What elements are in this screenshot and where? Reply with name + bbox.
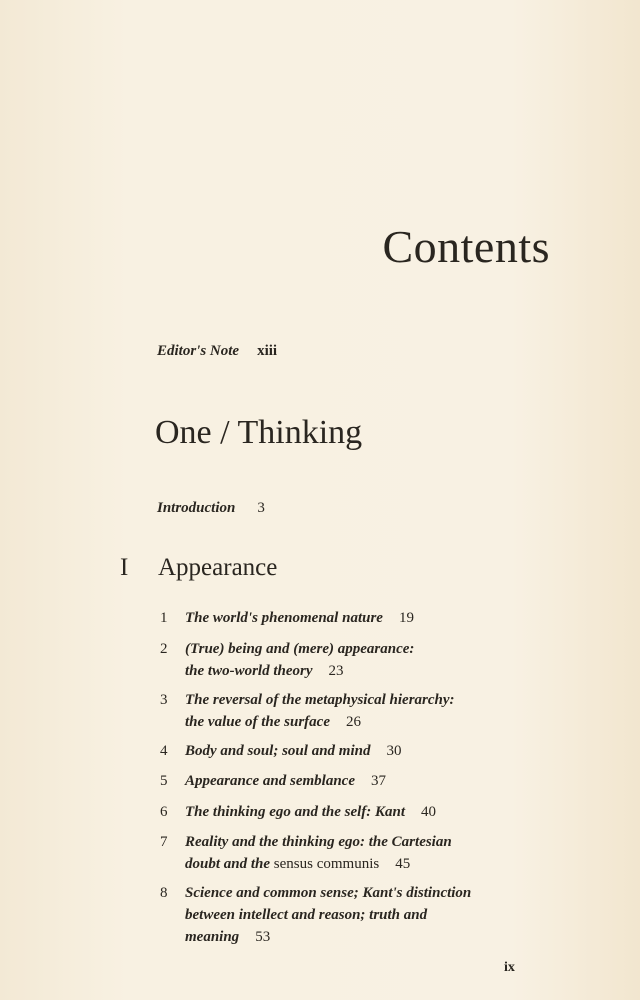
page-folio: ix <box>504 960 515 975</box>
section-page: 19 <box>398 610 414 626</box>
chapter-title: Appearance <box>158 554 278 581</box>
toc-entry-page: xiii <box>257 343 278 359</box>
section-page: 53 <box>255 929 271 945</box>
section-title <box>185 831 535 875</box>
page-title: Contents <box>382 221 550 272</box>
toc-entry-introduction <box>157 500 265 517</box>
section-page: 30 <box>386 743 402 759</box>
section-title <box>185 689 535 733</box>
section-number: 7 <box>160 834 168 850</box>
toc-entry-label: Introduction <box>157 500 236 516</box>
section-title-line: The reversal of the metaphysical hierarchy: <box>185 692 455 708</box>
section-title <box>185 638 535 682</box>
section-title <box>185 882 535 948</box>
toc-entry-page: 3 <box>257 500 265 516</box>
section-title <box>185 607 535 629</box>
section-title-line: Reality and the thinking ego: the Cartesian <box>185 834 452 850</box>
section-title <box>185 740 535 762</box>
section-title-line: the two-world theory <box>185 663 313 679</box>
part-title: One / Thinking <box>155 414 363 451</box>
section-page: 37 <box>371 773 386 789</box>
section-number: 2 <box>160 641 168 657</box>
toc-entry-label: Editor's Note <box>157 343 240 359</box>
section-title-line: doubt and the <box>185 856 271 872</box>
chapter-number: I <box>120 554 129 581</box>
section-page: 40 <box>421 804 437 820</box>
section-page: 26 <box>345 714 361 730</box>
section-title-plain: sensus communis <box>273 856 380 872</box>
section-title-line: meaning <box>185 929 240 945</box>
section-number: 8 <box>160 885 168 901</box>
section-title-line: The thinking ego and the self: Kant <box>185 804 406 820</box>
section-number: 4 <box>160 743 168 759</box>
section-title-line: the value of the surface <box>185 714 330 730</box>
section-title-line: The world's phenomenal nature <box>185 610 383 626</box>
section-title-line: Appearance and semblance <box>185 773 355 789</box>
section-number: 6 <box>160 804 168 820</box>
section-number: 5 <box>160 773 168 789</box>
section-number: 1 <box>160 610 168 626</box>
section-title-line: Body and soul; soul and mind <box>185 743 371 759</box>
section-title-line: between intellect and reason; truth and <box>185 907 428 923</box>
section-title <box>185 801 535 823</box>
section-number: 3 <box>160 692 168 708</box>
section-title-line: (True) being and (mere) appearance: <box>185 641 415 657</box>
section-page: 23 <box>328 663 344 679</box>
toc-entry-editors-note <box>157 343 277 360</box>
section-title-line: Science and common sense; Kant's distinction <box>185 885 472 901</box>
section-title <box>185 770 535 792</box>
section-page: 45 <box>395 856 411 872</box>
